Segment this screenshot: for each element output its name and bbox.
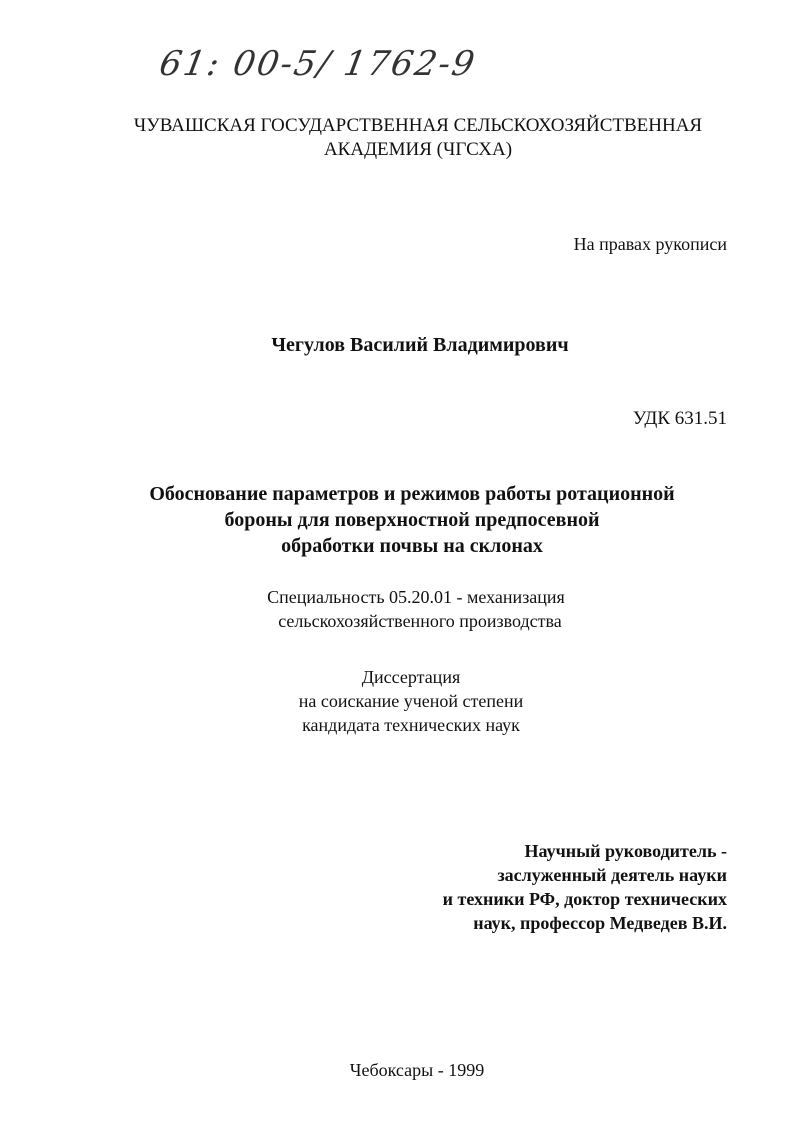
handwritten-catalog-number: 61: 00-5/ 1762-9 [156,44,480,84]
specialty-line-1: Специальность 05.20.01 - механизация [267,587,565,607]
degree-line-3: кандидата технических наук [302,715,520,735]
supervisor-line-3: и техники РФ, доктор технических [442,889,727,909]
city-year: Чебоксары - 1999 [349,1060,485,1080]
supervisor-line-4: наук, профессор Медведев В.И. [473,913,727,933]
supervisor-line-2: заслуженный деятель науки [497,865,727,885]
author-name: Чегулов Василий Владимирович [271,334,569,356]
thesis-title-line-1: Обоснование параметров и режимов работы ротационной [149,483,675,505]
udc-code: УДК 631.51 [632,408,727,429]
degree-line-1: Диссертация [361,667,461,687]
degree-line-2: на соискание ученой степени [298,691,524,711]
manuscript-note: На правах рукописи [573,234,727,254]
thesis-title-line-2: бороны для поверхностной предпосевной [224,509,600,531]
thesis-title-line-3: обработки почвы на склонах [281,535,543,557]
supervisor-line-1: Научный руководитель - [524,841,727,861]
institution-line-2: АКАДЕМИЯ (ЧГСХА) [323,139,513,160]
specialty-line-2: сельскохозяйственного производства [278,611,562,631]
institution-line-1: ЧУВАШСКАЯ ГОСУДАРСТВЕННАЯ СЕЛЬСКОХОЗЯЙСТВЕННАЯ [133,115,703,136]
